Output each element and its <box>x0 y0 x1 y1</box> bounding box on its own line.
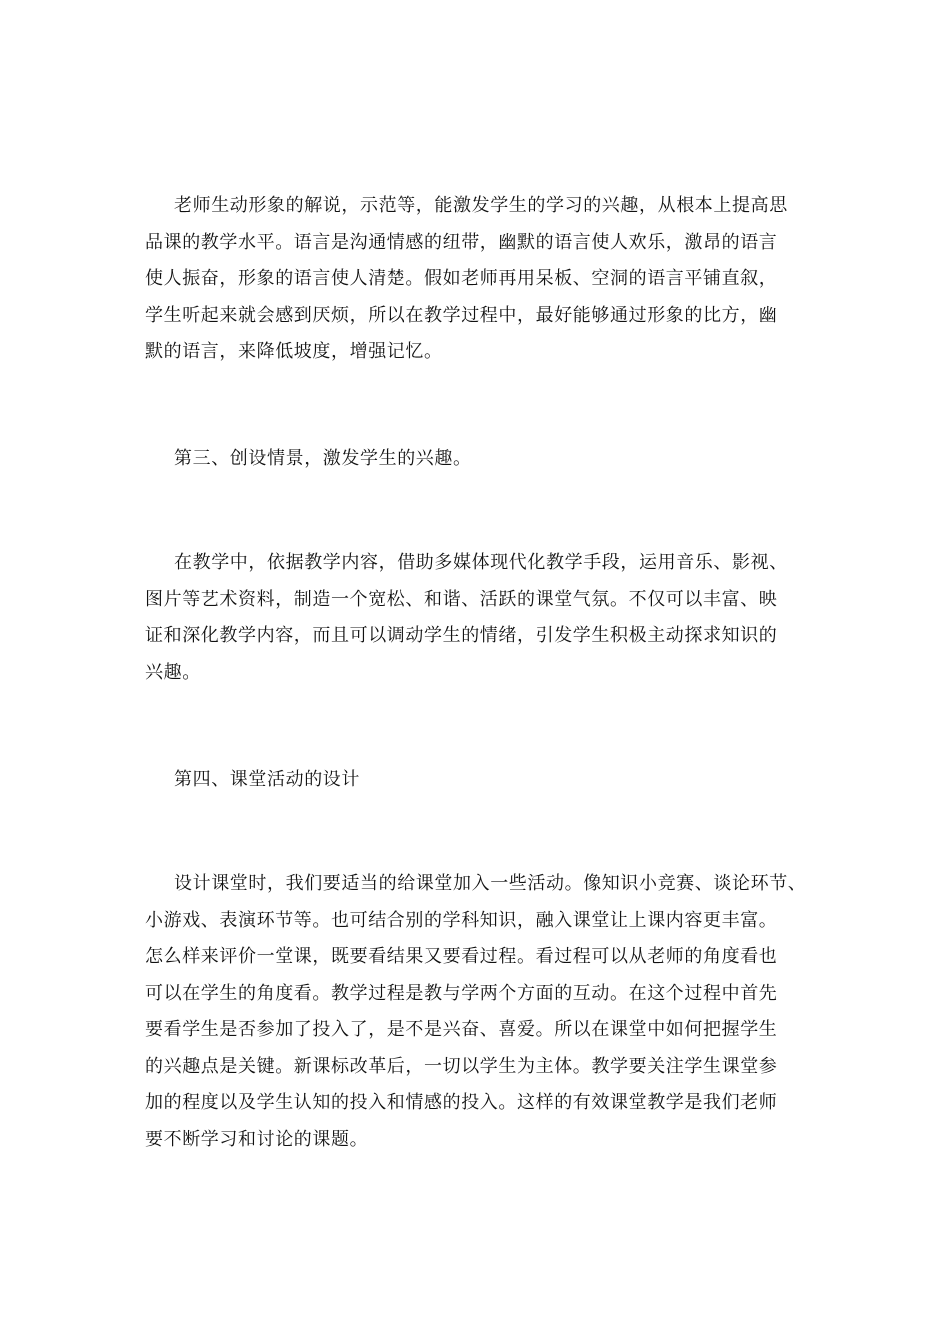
section-heading-text: 第三、创设情景，激发学生的兴趣。 <box>174 448 472 469</box>
paragraph-line: 要不断学习和讨论的课题。 <box>145 1128 369 1150</box>
section-heading-text: 第四、课堂活动的设计 <box>174 769 360 790</box>
paragraph-line: 品课的教学水平。语言是沟通情感的纽带，幽默的语言使人欢乐，激昂的语言 <box>145 231 778 253</box>
paragraph-line: 设计课堂时，我们要适当的给课堂加入一些活动。像知识小竞赛、谈论环节、 <box>174 873 807 894</box>
paragraph-line: 默的语言，来降低坡度，增强记忆。 <box>145 341 443 362</box>
paragraph-line: 使人振奋，形象的语言使人清楚。假如老师再用呆板、空洞的语言平铺直叙， <box>145 268 778 289</box>
paragraph-line: 加的程度以及学生认知的投入和情感的投入。这样的有效课堂教学是我们老师 <box>145 1092 778 1113</box>
paragraph-line: 要看学生是否参加了投入了，是不是兴奋、喜爱。所以在课堂中如何把握学生 <box>145 1019 778 1040</box>
paragraph-create-scenario <box>145 545 825 691</box>
paragraph-line: 的兴趣点是关键。新课标改革后，一切以学生为主体。教学要关注学生课堂参 <box>145 1055 778 1077</box>
paragraph-line: 图片等艺术资料，制造一个宽松、和谐、活跃的课堂气氛。不仅可以丰富、映 <box>145 588 778 610</box>
paragraph-line: 兴趣。 <box>145 661 201 683</box>
paragraph-line: 在教学中，依据教学内容，借助多媒体现代化教学手段，运用音乐、影视、 <box>174 552 788 573</box>
paragraph-line: 证和深化教学内容，而且可以调动学生的情绪，引发学生积极主动探求知识的 <box>145 625 778 646</box>
paragraph-line: 学生听起来就会感到厌烦，所以在教学过程中，最好能够通过形象的比方，幽 <box>145 304 778 326</box>
paragraph-line: 老师生动形象的解说，示范等，能激发学生的学习的兴趣，从根本上提高思 <box>174 195 788 216</box>
section-heading-third <box>145 441 825 478</box>
section-heading-fourth <box>145 762 825 799</box>
paragraph-line: 怎么样来评价一堂课，既要看结果又要看过程。看过程可以从老师的角度看也 <box>145 946 778 967</box>
paragraph-classroom-activities <box>145 866 825 1158</box>
paragraph-line: 小游戏、表演环节等。也可结合别的学科知识，融入课堂让上课内容更丰富。 <box>145 909 778 931</box>
paragraph-line: 可以在学生的角度看。教学过程是教与学两个方面的互动。在这个过程中首先 <box>145 982 778 1004</box>
paragraph-teacher-explanation <box>145 188 825 371</box>
